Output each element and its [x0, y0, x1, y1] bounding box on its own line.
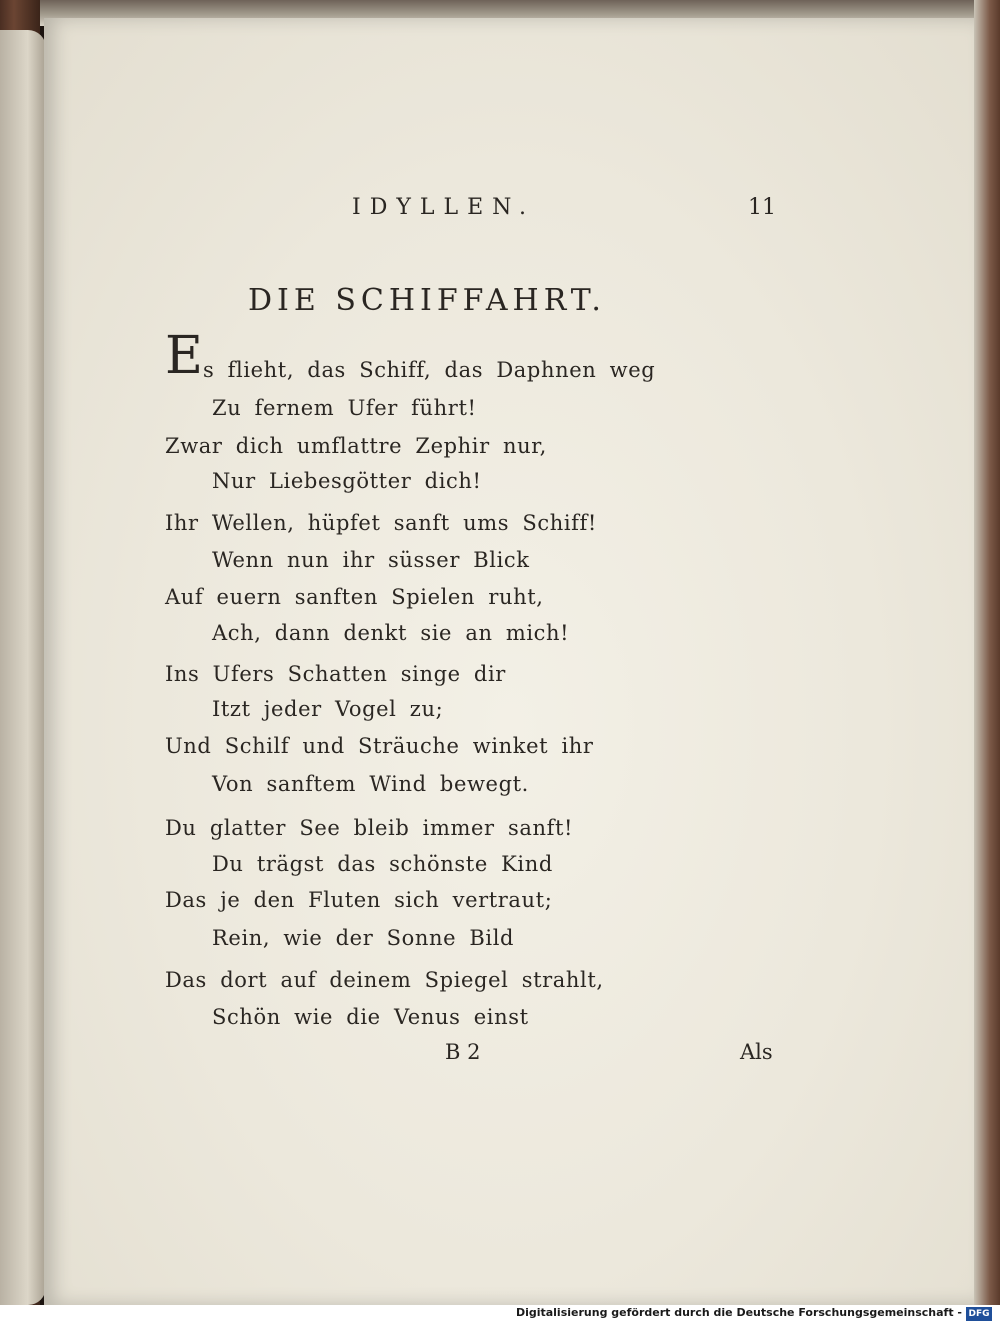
running-head: IDYLLEN. [352, 195, 535, 220]
poem-line: Das je den Fluten sich vertraut; [165, 888, 553, 912]
poem-line: Wenn nun ihr süsser Blick [212, 548, 530, 572]
dfg-logo: DFG [966, 1307, 992, 1321]
poem-line-1: s flieht, das Schiff, das Daphnen weg [203, 358, 656, 382]
poem-line: Itzt jeder Vogel zu; [212, 697, 444, 721]
poem-line: Von sanftem Wind bewegt. [212, 772, 529, 796]
poem-line: Und Schilf und Sträuche winket ihr [165, 734, 594, 758]
poem-line: Auf euern sanften Spielen ruht, [165, 585, 544, 609]
digitization-note: Digitalisierung gefördert durch die Deutsche Forschungsgemeinschaft - [515, 1306, 962, 1319]
poem-line: Ach, dann denkt sie an mich! [212, 621, 570, 645]
right-page-edge [974, 0, 1000, 1305]
poem-line: Ihr Wellen, hüpfet sanft ums Schiff! [165, 511, 597, 535]
drop-cap: E [165, 326, 203, 386]
signature-mark: B 2 [445, 1040, 481, 1064]
poem-line: Zwar dich umflattre Zephir nur, [165, 434, 547, 458]
poem-line: Du glatter See bleib immer sanft! [165, 816, 574, 840]
poem-title: DIE SCHIFFAHRT. [248, 283, 606, 318]
poem-line: Nur Liebesgötter dich! [212, 469, 482, 493]
left-page-edge [0, 30, 46, 1305]
page-number: 11 [748, 195, 776, 220]
catchword: Als [740, 1040, 773, 1064]
poem-line: Ins Ufers Schatten singe dir [165, 662, 506, 686]
poem-line: Schön wie die Venus einst [212, 1005, 529, 1029]
poem-line: Das dort auf deinem Spiegel strahlt, [165, 968, 604, 992]
poem-line: Du trägst das schönste Kind [212, 852, 553, 876]
poem-line: Zu fernem Ufer führt! [212, 396, 477, 420]
poem-line: Rein, wie der Sonne Bild [212, 926, 515, 950]
